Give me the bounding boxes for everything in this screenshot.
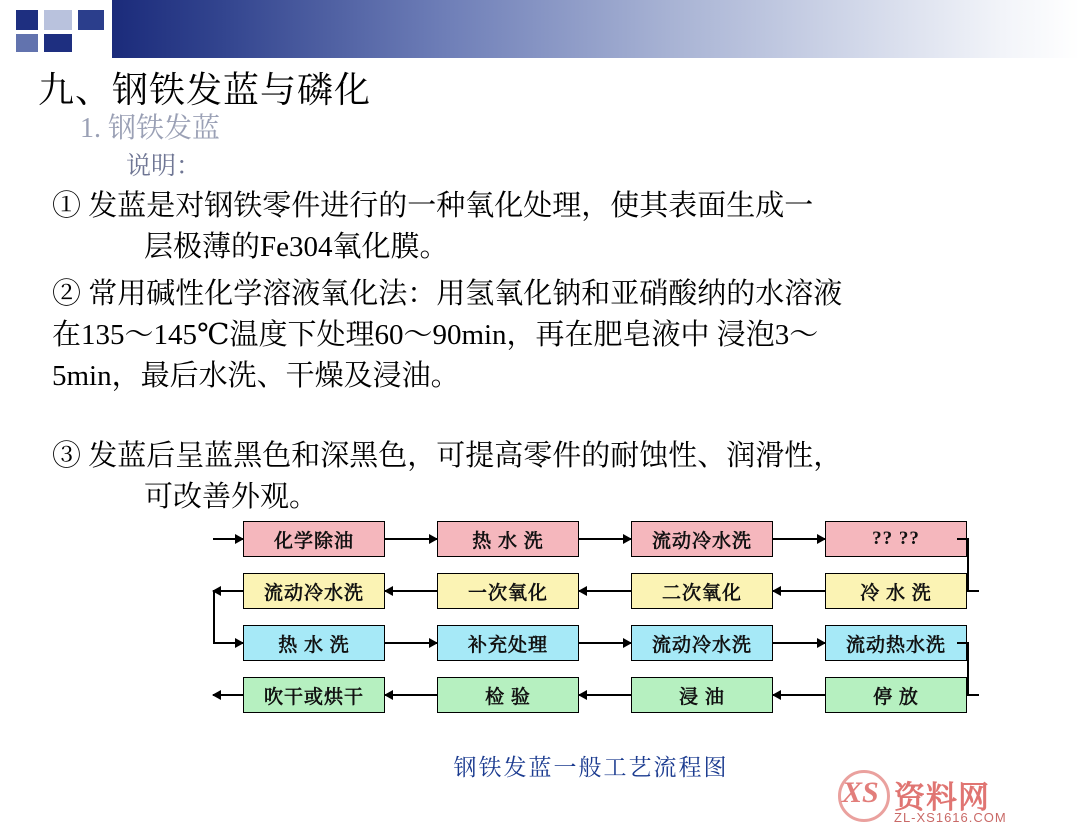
arrow-r4-4-3 (773, 694, 825, 696)
flow-node: 化学除油 (243, 521, 385, 557)
flow-node: 补充处理 (437, 625, 579, 661)
decor-square-3 (16, 34, 38, 52)
arrow-r4-3-2 (579, 694, 631, 696)
flowchart-row-4 (213, 677, 969, 715)
flow-node: 吹干或烘干 (243, 677, 385, 713)
decor-square-4 (44, 34, 72, 52)
paragraph-2-line-2: 在135～145℃温度下处理60～90min，再在肥皂液中 浸泡3～ (52, 319, 819, 352)
flowchart-caption: 钢铁发蓝一般工艺流程图 (453, 755, 729, 780)
arrow-r3-3-4 (773, 642, 825, 644)
paragraph-1-line-2: 层极薄的Fe304氧化膜。 (144, 231, 449, 264)
paragraph-1-marker: ① (52, 190, 82, 222)
arrow-r1-3-4 (773, 538, 825, 540)
flow-node: ?? ?? (825, 521, 967, 557)
arrow-r2-2-1 (385, 590, 437, 592)
flowchart-row-2 (213, 573, 969, 611)
flow-node: 流动热水洗 (825, 625, 967, 661)
flowchart-row-1 (213, 521, 969, 559)
arrow-r2-3-2 (579, 590, 631, 592)
process-flowchart (213, 521, 969, 780)
flow-node: 流动冷水洗 (631, 521, 773, 557)
section-note-label: 说明： (126, 153, 202, 180)
arrow-row2-left-end (213, 590, 243, 592)
arrow-r1-1-2 (385, 538, 437, 540)
paragraph-3 (52, 436, 1062, 518)
paragraph-3-line-2: 可改善外观。 (144, 481, 319, 514)
flow-node: 二次氧化 (631, 573, 773, 609)
connector-r3-tail (957, 642, 969, 644)
arrow-into-row1 (213, 538, 243, 540)
paragraph-2-marker: ② (52, 278, 82, 310)
flow-node: 流动冷水洗 (631, 625, 773, 661)
connector-r1-tail (957, 538, 969, 540)
decor-square-2 (44, 10, 72, 30)
watermark (832, 766, 1072, 828)
arrow-r4-2-1 (385, 694, 437, 696)
flow-node: 检 验 (437, 677, 579, 713)
paragraph-3-marker: ③ (52, 440, 82, 472)
flow-node: 热 水 洗 (243, 625, 385, 661)
paragraph-2-line-3: 5min，最后水洗、干燥及浸油。 (52, 360, 460, 393)
header-gradient-bar (108, 0, 1080, 58)
watermark-url: ZL-XS1616.COM (894, 810, 1007, 825)
paragraph-1-line-1: 发蓝是对钢铁零件进行的一种氧化处理，使其表面生成一 (88, 190, 814, 222)
arrow-r1-2-3 (579, 538, 631, 540)
watermark-logo: XS (842, 776, 879, 809)
decor-square-1 (16, 10, 38, 30)
slide-header-band (0, 0, 1080, 62)
arrow-row4-left-end (213, 694, 243, 696)
paragraph-1 (52, 186, 1052, 268)
page-title: 九、钢铁发蓝与磷化 (38, 70, 372, 110)
paragraph-3-line-1: 发蓝后呈蓝黑色和深黑色，可提高零件的耐蚀性、润滑性， (88, 440, 843, 472)
arrow-r3-2-3 (579, 642, 631, 644)
watermark-text: 资料网 (894, 780, 990, 815)
connector-r4-in (967, 694, 979, 696)
section-subtitle: 1. 钢铁发蓝 (80, 113, 221, 144)
flow-node: 一次氧化 (437, 573, 579, 609)
decor-square-5 (78, 10, 104, 30)
connector-r2-in (967, 590, 979, 592)
flow-node: 浸 油 (631, 677, 773, 713)
paragraph-2-line-1: 常用碱性化学溶液氧化法：用氢氧化钠和亚硝酸纳的水溶液 (88, 278, 843, 310)
flow-node: 热 水 洗 (437, 521, 579, 557)
flowchart-row-3 (213, 625, 969, 663)
flow-node: 停 放 (825, 677, 967, 713)
paragraph-2 (52, 274, 1067, 398)
flow-node: 流动冷水洗 (243, 573, 385, 609)
arrow-r2-4-3 (773, 590, 825, 592)
arrow-r3-1-2 (385, 642, 437, 644)
arrow-into-row3 (213, 642, 243, 644)
flow-node: 冷 水 洗 (825, 573, 967, 609)
